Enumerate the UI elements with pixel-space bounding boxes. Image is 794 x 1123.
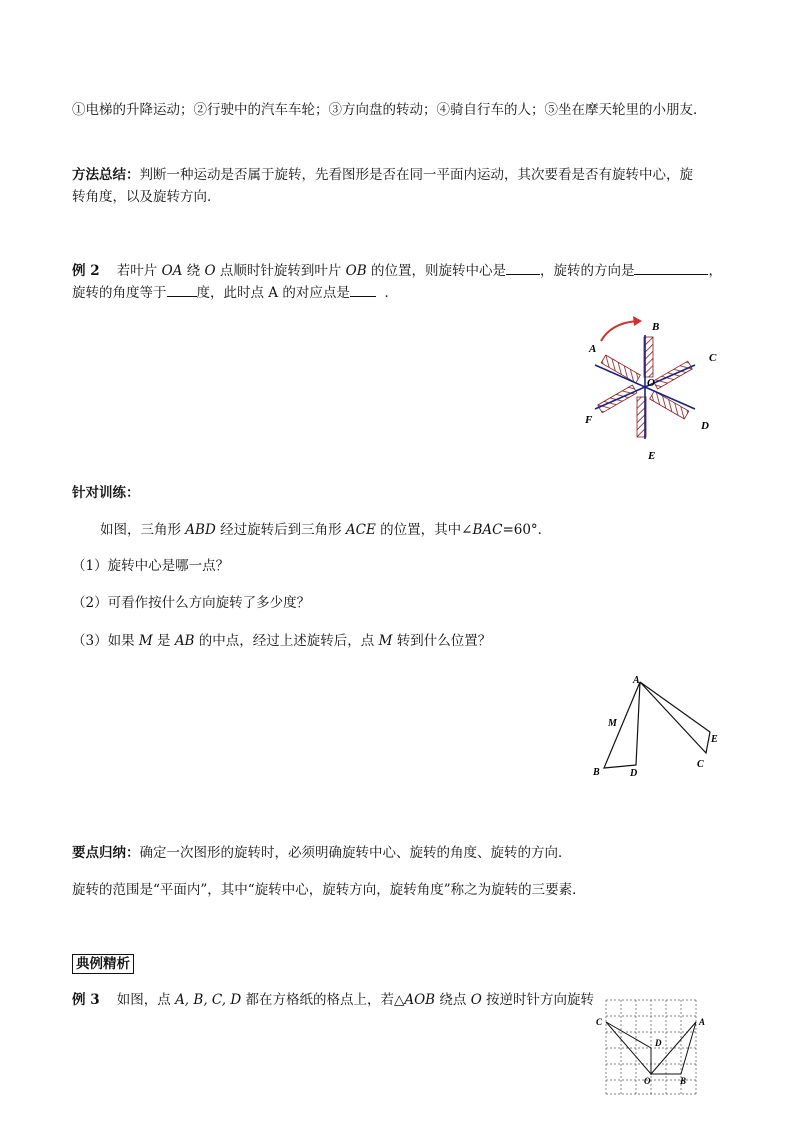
example-2 [72,260,732,304]
label-o: O [647,377,655,389]
label-b: B [680,1076,687,1086]
example2-ob: OB [345,263,367,279]
example2-text: 的位置，则旋转中心是 [366,263,506,279]
section-title: 典例精析 [72,954,134,974]
example2-oa: OA [161,263,183,279]
label-e: E [711,734,718,745]
label-d: D [630,768,638,779]
intro-text: ①电梯的升降运动；②行驶中的汽车车轮；③方向盘的转动；④骑自行车的人；⑤坐在摩天轮里的小朋友． [72,102,707,118]
blade-a [601,355,640,383]
label-a: A [589,343,597,355]
summary-line2: 旋转的范围是“平面内”，其中“旋转中心，旋转方向，旋转角度”称之为旋转的三要素． [72,882,586,898]
training-block [72,482,732,504]
label-b: B [593,767,600,778]
example3-text: 都在方格纸的格点上，若△ [241,992,405,1008]
training-ace: ACE [345,522,376,538]
answer-blank[interactable] [167,282,197,297]
label-c: C [697,759,704,770]
label-f: F [585,414,593,426]
method-line1: 判断一种运动是否属于旋转，先看图形是否在同一平面内运动，其次要看是否有旋转中心，旋 [139,167,693,183]
example3-text: 如图，点 [116,992,176,1008]
rotation-arrow [601,321,637,341]
example2-text: 若叶片 [116,263,162,279]
method-line2: 转角度，以及旋转方向． [72,189,221,205]
blades [595,335,695,439]
summary-label: 要点归纳： [72,845,140,861]
example3-label: 例 3 [72,992,100,1008]
label-o: O [644,1076,651,1086]
example2-text: 度，此时点 A 的对应点是 [196,285,350,301]
example3-text: 绕点 [435,992,471,1008]
question-text: 的中点，经过上述旋转后，点 [194,633,379,649]
training-statement [100,519,760,541]
question-text: 是 [152,633,175,649]
training-text: =60°． [502,522,552,538]
example3-text: 按逆时针方向旋转 [481,992,595,1008]
label-b: B [652,321,660,333]
answer-blank[interactable] [350,282,376,297]
example2-text: 点顺时针旋转到叶片 [215,263,346,279]
training-bac: BAC [472,522,503,538]
question-m: M [378,633,393,649]
example2-label: 例 2 [72,263,100,279]
answer-blank[interactable] [506,260,540,275]
label-a: A [699,1017,706,1027]
pinwheel-figure [575,315,725,465]
method-summary [72,164,732,208]
question-text: （3）如果 [72,633,139,649]
label-m: M [608,718,617,729]
training-label: 针对训练： [72,485,140,501]
training-text: 如图，三角形 [100,522,186,538]
question-2 [72,592,732,614]
training-abd: ABD [185,522,216,538]
question-text: （1）旋转中心是哪一点？ [72,558,230,574]
intro-line [72,99,732,121]
example2-o: O [204,263,216,279]
method-label: 方法总结： [72,167,140,183]
question-1 [72,555,732,577]
question-m: M [138,633,153,649]
label-d: D [655,1038,662,1048]
section-title-wrap [72,953,732,975]
label-c: C [596,1017,603,1027]
question-text: （2）可看作按什么方向旋转了多少度？ [72,595,311,611]
example3-o: O [470,992,482,1008]
summary-line2-block [72,879,732,901]
label-e: E [648,450,656,462]
question-text: 转到什么位置？ [392,633,492,649]
triangle-cod [606,1022,651,1074]
summary-block [72,842,732,864]
example2-text: ， [708,263,722,279]
example2-text: ，旋转的方向是 [539,263,635,279]
triangle-ace [640,682,710,753]
example2-text: ． [384,285,398,301]
label-a: A [633,675,640,686]
summary-line1: 确定一次图形的旋转时，必须明确旋转中心、旋转的角度、旋转的方向． [139,845,572,861]
question-3 [72,630,732,652]
training-text: 经过旋转后到三角形 [215,522,346,538]
answer-blank[interactable] [634,260,708,275]
example3-points: A, B, C, D [175,992,242,1008]
label-d: D [701,420,709,432]
triangle-aob [651,1022,696,1074]
example2-text: 旋转的角度等于 [72,285,167,301]
example2-text: 绕 [182,263,205,279]
grid-figure [592,996,716,1098]
arrow-head [633,316,642,326]
triangles-figure [588,668,728,780]
example3-aob: AOB [404,992,436,1008]
blade-d [650,391,689,419]
training-text: 的位置，其中∠ [375,522,473,538]
label-c: C [709,352,717,364]
question-ab: AB [174,633,195,649]
